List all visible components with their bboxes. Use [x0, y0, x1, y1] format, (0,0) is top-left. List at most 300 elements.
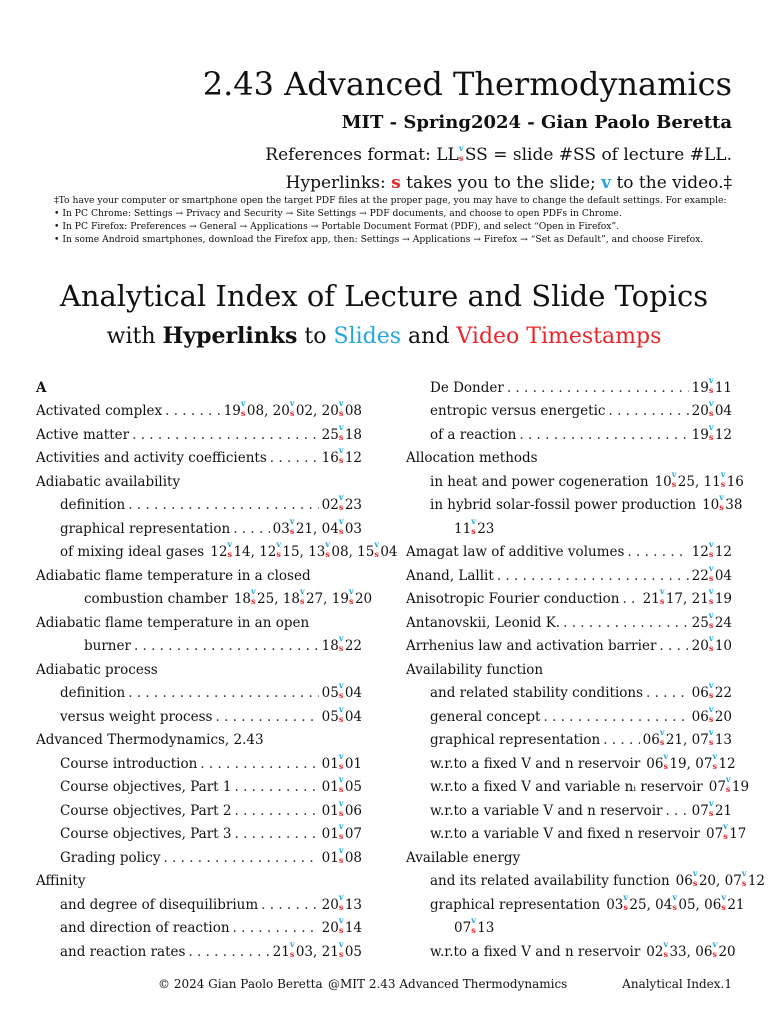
sv-marker-icon[interactable]: v s	[708, 586, 714, 606]
sv-marker-icon: v s	[458, 143, 464, 163]
sv-marker-icon[interactable]: v s	[338, 680, 344, 700]
slide-video-link[interactable]: 18 v s 25	[233, 586, 275, 607]
index-entry	[406, 889, 745, 913]
index-entry	[406, 701, 732, 725]
leader-dots	[233, 920, 319, 936]
index-refs	[321, 633, 362, 654]
leader-dots	[165, 403, 221, 419]
document-subtitle: MIT - Spring2024 - Gian Paolo Beretta	[341, 112, 732, 133]
index-entry	[36, 842, 362, 866]
references-format	[265, 144, 732, 166]
subtitle-to: to	[304, 324, 327, 349]
index-entry-label: Anisotropic Fourier conduction	[406, 591, 620, 607]
index-entry-label: De Donder	[430, 379, 504, 396]
slide-video-link[interactable]: 05 v s 04	[321, 703, 362, 725]
sv-marker-icon[interactable]: v s	[338, 797, 344, 818]
hyp-video-marker: v	[601, 173, 612, 193]
index-entry-label: and direction of reaction	[60, 920, 230, 936]
index-entry	[36, 537, 398, 561]
slide-video-link[interactable]: 18 v s 27	[282, 586, 324, 607]
sv-marker-icon[interactable]: v s	[659, 727, 665, 747]
index-entry-label: versus weight process	[60, 708, 213, 725]
index-entry-label: Course objectives, Part 3	[60, 826, 232, 842]
slide-video-link[interactable]: 20 v s 04	[691, 398, 732, 419]
slide-video-link[interactable]: 22 v s 04	[691, 562, 732, 584]
index-entry	[36, 513, 362, 537]
index-entry	[406, 866, 765, 890]
sv-marker-icon[interactable]: v s	[338, 421, 344, 442]
index-entry	[36, 725, 362, 749]
sv-marker-icon[interactable]: v s	[712, 750, 718, 771]
leader-dots	[215, 709, 318, 725]
index-entry	[406, 819, 747, 843]
sv-marker-icon[interactable]: v s	[741, 868, 747, 888]
slide-video-link[interactable]: 07 v s 21	[691, 797, 732, 819]
index-entry-label: w.r.to a fixed V and n reservoir	[430, 755, 641, 772]
slide-video-link[interactable]: 07 v s 12	[724, 868, 765, 889]
index-entry	[36, 443, 362, 467]
index-entry	[406, 748, 736, 772]
index-refs	[691, 633, 732, 654]
index-entry	[406, 490, 743, 514]
index-entry-label: Activated complex	[36, 403, 163, 419]
sv-marker-icon[interactable]: v s	[338, 844, 344, 865]
leader-dots	[270, 450, 319, 466]
sv-marker-icon[interactable]: v s	[338, 515, 344, 536]
slide-video-link[interactable]: 01 v s 08	[321, 844, 362, 866]
index-entry	[406, 842, 732, 866]
index-entry	[36, 889, 362, 913]
index-refs	[691, 374, 732, 396]
index-entry-label: combustion chamber	[84, 591, 228, 607]
index-entry-label: Course objectives, Part 1	[60, 779, 232, 795]
slide-video-link[interactable]: 03 v s 25	[606, 891, 647, 913]
index-entry-label: and related stability conditions	[430, 685, 644, 701]
slide-video-link[interactable]: 20 v s 13	[321, 891, 362, 913]
slide-video-link[interactable]: 06 v s 20	[675, 868, 717, 889]
hyp-mid: takes you to the slide;	[406, 173, 596, 193]
sv-marker-icon[interactable]: v s	[289, 938, 295, 959]
sv-marker-icon[interactable]: v s	[325, 539, 331, 559]
index-entry	[36, 631, 362, 655]
leader-dots	[543, 709, 688, 725]
index-entry-label: Amagat law of additive volumes	[406, 544, 625, 560]
leader-dots	[188, 944, 269, 960]
sv-marker-icon[interactable]: v s	[659, 586, 665, 606]
slide-video-link[interactable]: 20 v s 02	[272, 398, 314, 419]
index-refs	[691, 539, 732, 560]
sv-marker-icon[interactable]: v s	[338, 891, 344, 912]
slide-video-link[interactable]: 02 v s 33	[646, 938, 687, 960]
footer-copyright: © 2024 Gian Paolo Beretta	[158, 977, 323, 991]
index-refs: 06 v s 20, 07 v s 12	[675, 868, 765, 889]
leader-dots	[233, 521, 269, 537]
index-entry	[406, 372, 732, 396]
index-refs: 06 v s 21, 07 v s 13	[642, 727, 732, 748]
index-refs	[321, 821, 362, 842]
leader-dots	[519, 427, 688, 443]
sv-marker-icon[interactable]: v s	[708, 421, 714, 442]
sv-marker-icon[interactable]: v s	[672, 891, 678, 912]
slide-video-link[interactable]: 07 v s 19	[708, 774, 750, 795]
index-refs	[321, 797, 362, 819]
index-entry	[36, 607, 362, 631]
leader-dots	[622, 591, 639, 607]
index-entry	[406, 513, 732, 537]
sv-marker-icon[interactable]: v s	[338, 821, 344, 841]
index-refs	[454, 515, 495, 537]
index-entry	[406, 607, 732, 631]
slide-video-link[interactable]: 19 v s 20	[331, 586, 373, 607]
leader-dots	[234, 826, 318, 842]
index-refs	[321, 915, 362, 936]
footnotes	[54, 194, 744, 246]
index-entry	[406, 936, 736, 960]
sv-marker-icon[interactable]: v s	[289, 398, 295, 418]
sv-marker-icon[interactable]: v s	[623, 891, 629, 912]
index-refs	[454, 915, 495, 936]
index-refs	[691, 398, 732, 419]
slide-video-link[interactable]: 21 v s 05	[321, 938, 362, 960]
index-entry	[36, 819, 362, 843]
index-entry-label: of mixing ideal gases	[60, 544, 205, 560]
index-refs	[321, 492, 362, 513]
sv-marker-icon[interactable]: v s	[723, 821, 728, 841]
index-entry	[406, 772, 750, 796]
slide-video-link[interactable]: 04 v s 05	[655, 891, 696, 913]
index-refs	[321, 703, 362, 725]
slide-video-link[interactable]: 06 v s 22	[691, 680, 732, 701]
index-entry-label: and its related availability function	[430, 873, 670, 889]
index-entry	[406, 419, 732, 443]
sv-marker-icon[interactable]: v s	[708, 727, 714, 747]
slide-video-link[interactable]: 25 v s 18	[321, 421, 362, 443]
index-entry-label: and reaction rates	[60, 943, 186, 960]
leader-dots	[128, 497, 318, 513]
sv-marker-icon[interactable]: v s	[708, 374, 714, 395]
sv-marker-icon[interactable]: v s	[299, 586, 305, 606]
hyp-slide-marker: s	[391, 173, 401, 193]
sv-marker-icon[interactable]: v s	[708, 797, 714, 818]
slide-video-link[interactable]: 21 v s 03	[272, 938, 314, 960]
sv-marker-icon[interactable]: v s	[471, 515, 476, 536]
index-entry-label: burner	[84, 638, 131, 654]
sv-marker-icon[interactable]: v s	[720, 468, 726, 489]
sv-marker-icon[interactable]: v s	[708, 539, 714, 559]
index-entry-label: Available energy	[406, 849, 521, 866]
sv-marker-icon[interactable]: v s	[338, 398, 344, 418]
index-entry-label: Availability function	[406, 661, 544, 678]
leader-dots	[234, 803, 318, 819]
index-refs	[691, 680, 732, 701]
subtitle-hyperlinks: Hyperlinks	[162, 323, 298, 349]
index-entry-label: w.r.to a fixed V and variable nᵢ reservoir	[430, 779, 703, 795]
index-entry-label: definition	[60, 497, 126, 513]
index-refs	[706, 821, 747, 842]
sv-marker-icon[interactable]: v s	[289, 515, 295, 536]
index-entry-label: definition	[60, 685, 126, 701]
slide-video-link[interactable]: 06 v s 21	[704, 891, 745, 913]
slide-video-link[interactable]: 07 v s 17	[706, 821, 747, 842]
index-entry	[406, 466, 744, 490]
slide-video-link[interactable]: 07 v s 12	[695, 750, 736, 772]
slide-video-link[interactable]: 21 v s 17	[642, 586, 684, 607]
index-entry	[36, 913, 362, 937]
sv-marker-icon[interactable]: v s	[338, 703, 344, 724]
index-entry-label: graphical representation	[430, 732, 601, 748]
index-entry	[406, 631, 732, 655]
index-refs: 03 v s 21, 04 v s 03	[272, 515, 362, 537]
index-column-right	[406, 372, 765, 960]
index-entry-label: Affinity	[36, 873, 86, 889]
leader-dots	[261, 897, 318, 913]
sv-marker-icon[interactable]: v s	[338, 633, 344, 653]
sv-marker-icon[interactable]: v s	[338, 915, 344, 935]
index-entry-label: of a reaction	[430, 426, 517, 443]
slide-video-link[interactable]: 10 v s 25	[654, 468, 695, 490]
leader-dots	[665, 803, 688, 819]
leader-dots	[497, 568, 689, 584]
index-column-left	[36, 372, 398, 960]
sv-marker-icon[interactable]: v s	[663, 938, 669, 959]
slide-video-link[interactable]: 04 v s 03	[321, 515, 362, 537]
sv-marker-icon[interactable]: v s	[663, 750, 669, 771]
slide-video-link[interactable]: 06 v s 21	[642, 727, 684, 748]
leader-dots	[659, 638, 688, 654]
index-entry	[36, 396, 362, 420]
sv-marker-icon[interactable]: v s	[708, 398, 714, 418]
leader-dots	[132, 427, 319, 443]
ref-prefix: References format: LL	[265, 145, 459, 165]
index-entry-label: w.r.to a variable V and fixed n reservoir	[430, 826, 701, 842]
index-entry	[406, 560, 732, 584]
slide-video-link[interactable]: 01 v s 01	[321, 750, 362, 772]
index-entry-label: Activities and activity coefficients	[36, 450, 267, 466]
slide-video-link[interactable]: 11 v s 16	[703, 468, 744, 490]
index-entry	[406, 396, 732, 420]
index-entry-label: Allocation methods	[406, 450, 538, 466]
subtitle-slides: Slides	[333, 324, 402, 349]
footnote-line: • In PC Chrome: Settings → Privacy and Security → Site Settings → PDF documents, and choose to open PDFs in Chrome.	[54, 208, 622, 219]
leader-dots	[646, 685, 689, 701]
sv-marker-icon[interactable]: v s	[338, 750, 344, 771]
index-entry	[36, 772, 362, 796]
slide-video-link[interactable]: 12 v s 15	[259, 539, 300, 560]
sv-marker-icon[interactable]: v s	[712, 938, 718, 959]
slide-video-link[interactable]: 07 v s 13	[691, 727, 732, 748]
leader-dots	[563, 615, 689, 631]
index-refs: 02 v s 33, 06 v s 20	[646, 938, 736, 960]
index-refs: 18 v s 25, 18 v s 27, 19 v s 20	[233, 586, 373, 607]
sv-marker-icon[interactable]: v s	[471, 915, 476, 935]
leader-dots	[507, 380, 689, 396]
index-entry-label: graphical representation	[60, 520, 231, 537]
slide-video-link[interactable]: 19 v s 08	[223, 398, 265, 419]
index-entry-label: Adiabatic availability	[36, 473, 181, 490]
sv-marker-icon[interactable]: v s	[708, 562, 714, 583]
index-refs: 12 v s 14, 12 v s 15, 13 v s 08, 15 v s 04	[210, 539, 398, 560]
index-entry-label: Arrhenius law and activation barrier	[406, 638, 657, 654]
slide-video-link[interactable]: 11 v s 23	[454, 515, 495, 537]
sv-marker-icon[interactable]: v s	[692, 868, 698, 888]
index-entry	[36, 560, 362, 584]
slide-video-link[interactable]: 06 v s 20	[691, 703, 732, 725]
hyp-prefix: Hyperlinks:	[285, 173, 386, 193]
index-entry	[36, 419, 362, 443]
index-entry-label: in hybrid solar-fossil power production	[430, 497, 697, 513]
index-refs	[321, 774, 362, 795]
slide-video-link[interactable]: 20 v s 14	[321, 915, 362, 936]
index-entry	[36, 490, 362, 514]
index-entry-label: Course objectives, Part 2	[60, 802, 232, 819]
index-title: Analytical Index of Lecture and Slide Topics	[59, 279, 709, 313]
slide-video-link[interactable]: 19 v s 12	[691, 421, 732, 443]
index-entry-label: graphical representation	[430, 896, 601, 913]
leader-dots	[627, 544, 688, 560]
index-refs: 21 v s 17, 21 v s 19	[642, 586, 732, 607]
slide-video-link[interactable]: 12 v s 12	[691, 539, 732, 560]
index-entry-label: Adiabatic process	[36, 661, 158, 678]
index-entry-label: Antanovskii, Leonid K.	[406, 614, 561, 631]
slide-video-link[interactable]: 20 v s 08	[321, 398, 362, 419]
index-entry	[406, 678, 732, 702]
index-entry	[36, 654, 362, 678]
index-entry	[36, 466, 362, 490]
sv-marker-icon[interactable]: v s	[227, 539, 233, 559]
index-refs	[691, 797, 732, 819]
footnote-line: • In some Android smartphones, download the Firefox app, then: Settings → Applications → Firefox → “Set as Default”, and choose Firefox.	[54, 234, 704, 245]
index-entry-label: Advanced Thermodynamics, 2.43	[36, 732, 264, 748]
slide-video-link[interactable]: 18 v s 22	[321, 633, 362, 654]
sv-marker-icon[interactable]: v s	[671, 468, 677, 489]
sv-marker-icon[interactable]: v s	[725, 774, 731, 794]
index-entry-label: w.r.to a variable V and n reservoir	[430, 802, 663, 819]
leader-dots	[608, 403, 688, 419]
index-refs	[691, 421, 732, 443]
sv-marker-icon[interactable]: v s	[348, 586, 354, 606]
leader-dots	[128, 685, 318, 701]
slide-video-link[interactable]: 21 v s 19	[691, 586, 732, 607]
index-refs	[691, 703, 732, 725]
leader-dots	[603, 732, 639, 748]
leader-dots	[200, 756, 318, 772]
footnote-line: • In PC Firefox: Preferences → General → Applications → Portable Document Format (PDF), and select “Open in Firefox”.	[54, 221, 620, 232]
index-refs	[321, 844, 362, 866]
index-refs	[691, 609, 732, 631]
index-entry	[36, 584, 373, 608]
slide-video-link[interactable]: 13 v s 08	[308, 539, 349, 560]
sv-marker-icon[interactable]: v s	[338, 938, 344, 959]
index-entry-label: Adiabatic flame temperature in a closed	[36, 567, 311, 584]
subtitle-and: and	[408, 324, 450, 349]
index-entry	[406, 725, 732, 749]
index-entry-label: Grading policy	[60, 849, 161, 866]
sv-marker-icon[interactable]: v s	[374, 539, 379, 559]
slide-video-link[interactable]: 20 v s 10	[691, 633, 732, 654]
sv-marker-icon[interactable]: v s	[708, 609, 714, 630]
sv-marker-icon[interactable]: v s	[276, 539, 282, 559]
slide-video-link[interactable]: 02 v s 23	[321, 492, 362, 513]
slide-video-link[interactable]: 06 v s 19	[646, 750, 687, 772]
subtitle-video: Video Timestamps	[456, 324, 662, 349]
index-entry-label: w.r.to a fixed V and n reservoir	[430, 943, 641, 960]
index-entry	[36, 936, 362, 960]
index-entry	[406, 584, 732, 608]
slide-video-link[interactable]: 19 v s 11	[691, 374, 732, 396]
footer-course: @MIT 2.43 Advanced Thermodynamics	[328, 977, 568, 991]
sv-marker-icon[interactable]: v s	[338, 445, 344, 465]
index-letter-heading	[36, 372, 362, 396]
sv-marker-icon[interactable]: v s	[719, 492, 724, 512]
index-entry-label: general concept	[430, 708, 541, 725]
index-subtitle	[0, 320, 768, 353]
index-refs: 10 v s 25, 11 v s 16	[654, 468, 744, 490]
slide-video-link[interactable]: 01 v s 05	[321, 774, 362, 795]
index-refs: 03 v s 25, 04 v s 05, 06 v s 21	[606, 891, 745, 913]
index-refs	[321, 680, 362, 701]
sv-marker-icon[interactable]: v s	[240, 398, 246, 418]
index-entry	[36, 701, 362, 725]
slide-video-link[interactable]: 03 v s 21	[272, 515, 314, 537]
subtitle-with: with	[106, 324, 156, 349]
slide-video-link[interactable]: 06 v s 20	[695, 938, 736, 960]
slide-video-link[interactable]: 12 v s 14	[210, 539, 251, 560]
index-entry-label: and degree of disequilibrium	[60, 896, 259, 913]
index-entry-label: Anand, Lallit	[406, 567, 494, 584]
index-entry-label: entropic versus energetic	[430, 403, 606, 419]
hyperlinks-legend	[286, 172, 732, 194]
index-entry-label: Adiabatic flame temperature in an open	[36, 614, 310, 631]
index-refs: 21 v s 03, 21 v s 05	[272, 938, 362, 960]
index-entry	[36, 795, 362, 819]
index-entry	[406, 443, 732, 467]
slide-video-link[interactable]: 16 v s 12	[321, 445, 362, 466]
slide-video-link[interactable]: 07 v s 13	[454, 915, 495, 936]
index-entry	[36, 678, 362, 702]
ref-suffix: SS = slide #SS of lecture #LL.	[464, 145, 732, 165]
leader-dots	[234, 779, 318, 795]
index-refs	[321, 445, 362, 466]
index-refs: 19 v s 08, 20 v s 02, 20 v s 08	[223, 398, 362, 419]
leader-dots	[163, 850, 318, 866]
index-entry-label: in heat and power cogeneration	[430, 473, 649, 490]
slide-video-link[interactable]: 01 v s 07	[321, 821, 362, 842]
sv-marker-icon[interactable]: v s	[721, 891, 726, 912]
slide-video-link[interactable]: 25 v s 24	[691, 609, 732, 631]
sv-marker-icon[interactable]: v s	[338, 492, 344, 512]
slide-video-link[interactable]: 15 v s 04	[357, 539, 398, 560]
sv-marker-icon[interactable]: v s	[251, 586, 256, 606]
index-entry	[406, 913, 732, 937]
slide-video-link[interactable]: 05 v s 04	[321, 680, 362, 701]
index-entry	[406, 795, 732, 819]
index-entry	[36, 748, 362, 772]
footer-page: Analytical Index.1	[622, 977, 732, 991]
slide-video-link[interactable]: 10 v s 38	[702, 492, 743, 513]
leader-dots	[134, 638, 319, 654]
index-entry-label: Course introduction	[60, 755, 198, 772]
sv-marker-icon[interactable]: v s	[708, 680, 714, 700]
index-refs	[708, 774, 750, 795]
index-refs	[321, 750, 362, 772]
sv-marker-icon[interactable]: v s	[338, 774, 344, 794]
footnote-line: ‡To have your computer or smartphone open the target PDF files at the proper page, you may have to change the default settings. For example:	[54, 195, 727, 206]
slide-video-link[interactable]: 01 v s 06	[321, 797, 362, 819]
sv-marker-icon[interactable]: v s	[708, 633, 714, 653]
index-entry	[406, 537, 732, 561]
sv-marker-icon[interactable]: v s	[708, 703, 714, 724]
index-entry-label: Active matter	[36, 426, 130, 443]
